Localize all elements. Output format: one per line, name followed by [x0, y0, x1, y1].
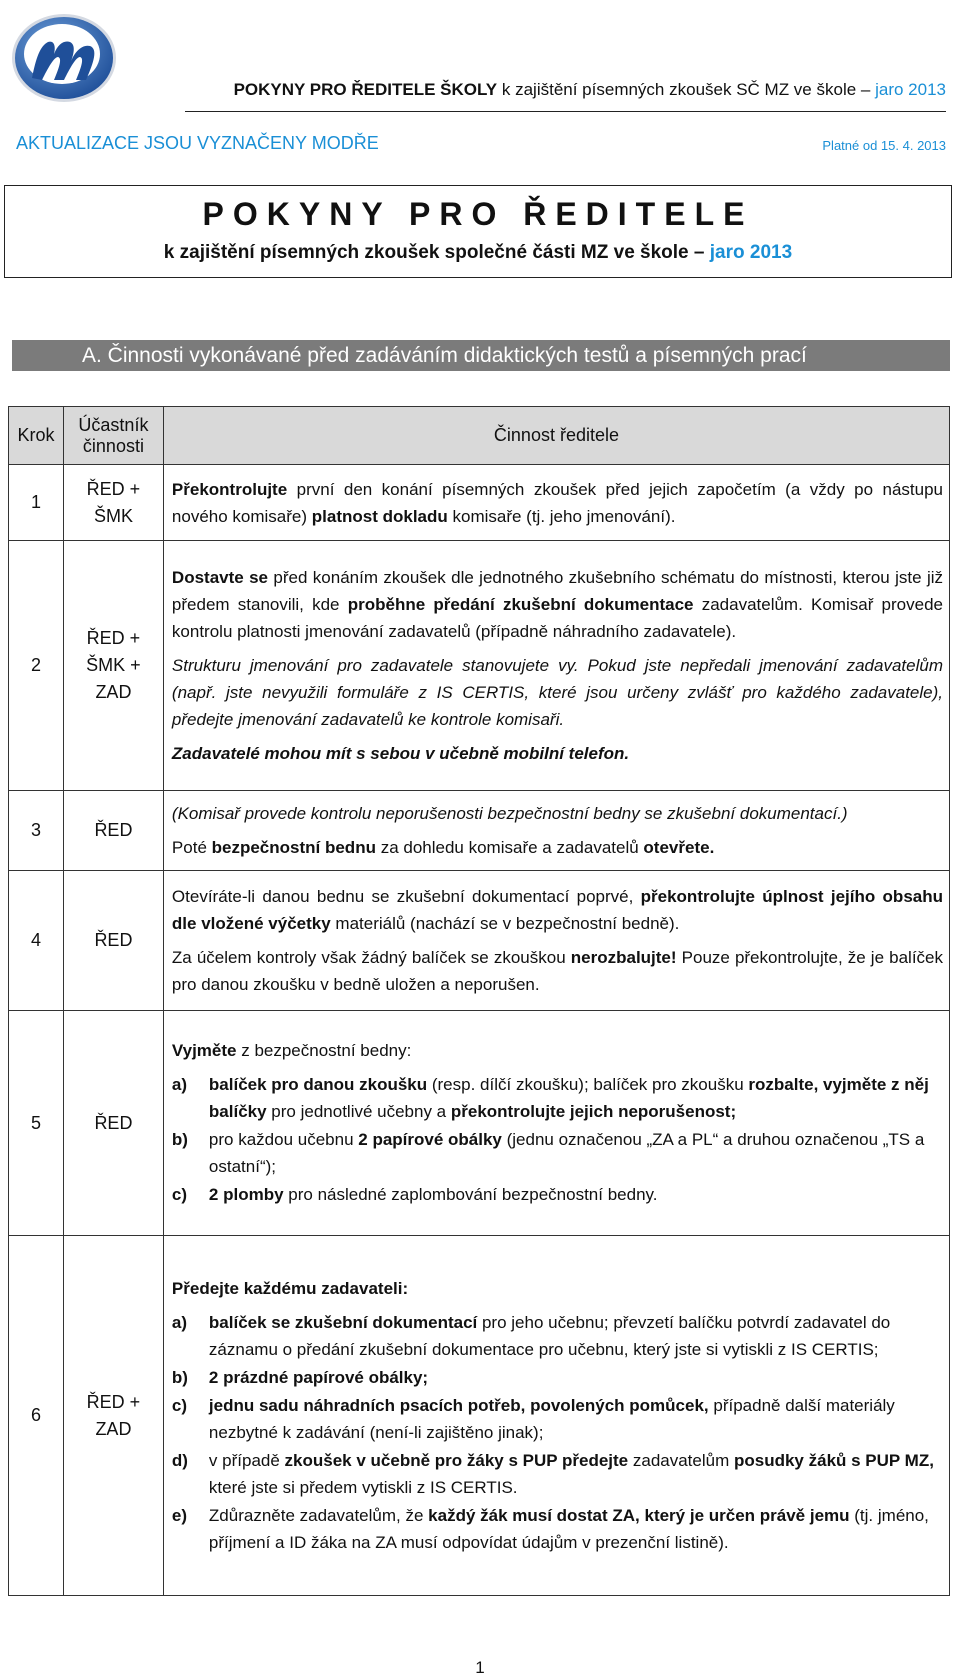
- step-number: 1: [9, 465, 64, 541]
- list-item: d) v případě zkoušek v učebně pro žáky s PUP předejte zadavatelům posudky žáků s PUP MZ, které jste si předem vytiskli z IS CERTIS.: [171, 1450, 934, 1497]
- activity-text: Vyjměte z bezpečnostní bedny: a) balíček pro danou zkoušku (resp. dílčí zkoušku); balíček pro zkoušku rozbalte, vyjměte z něj balíčky pro jednotlivé učebny a překontrolujte jejich neporušenost; b) pro každou učebnu 2 papírové obálky (jednu označenou „ZA a PL“ a druhou označenou „TS a ostatní“); c) 2 plomby pro následné zaplombování bezpečnostní bedny.: [163, 1011, 949, 1236]
- update-note: AKTUALIZACE JSOU VYZNAČENY MODŘE: [16, 133, 379, 153]
- page-title: POKYNY PRO ŘEDITELE: [202, 196, 754, 232]
- activity-text: Otevíráte-li danou bednu se zkušební dokumentací poprvé, překontrolujte úplnost jejího obsahu dle vložené výčetky materiálů (nachází se v bezpečnostní bedně). Za účelem kontroly však žádný balíček se zkouškou nerozbalujte! Pouze překontrolujte, že je balíček pro danou zkoušku v bedně uložen a neporušen.: [163, 871, 949, 1011]
- activity-text: Dostavte se před konáním zkoušek dle jednotného zkušebního schématu do místnosti, kterou jste již předem stanovili, kde proběhne předání zkušební dokumentace zadavatelům. Komisař provede kontrolu platnosti jmenování zadavatelů (případně náhradního zadavatele). Strukturu jmenování pro zadavatele stanovujete vy. Pokud jste nepředali jmenování zadavatelům (např. jste nevyužili formuláře z IS CERTIS, které jsou určeny zvlášť pro každého zadavatele), předejte jmenování zadavatelů ke kontrole komisaři. Zadavatelé mohou mít s sebou v učebně mobilní telefon.: [163, 541, 949, 791]
- list-item: b) pro každou učebnu 2 papírové obálky (jednu označenou „ZA a PL“ a druhou označenou „TS a ostatní“);: [171, 1130, 925, 1176]
- header-step: Krok: [9, 407, 64, 465]
- table-row: [9, 1011, 950, 1236]
- table-row: [9, 791, 950, 871]
- step-number: 5: [9, 1011, 64, 1236]
- participant: ŘED: [63, 871, 163, 1011]
- step-number: 3: [9, 791, 64, 871]
- table-row: [9, 541, 950, 791]
- header-activity: Činnost ředitele: [163, 407, 949, 465]
- header-participant: Účastník činnosti: [63, 407, 163, 465]
- activity-table: [8, 406, 950, 1596]
- step-number: 2: [9, 541, 64, 791]
- list-item: e) Zdůrazněte zadavatelům, že každý žák musí dostat ZA, který je určen právě jemu (tj. jméno, příjmení a ID žáka na ZA musí odpovídat údajům v prezenční listině).: [171, 1505, 929, 1552]
- list-item: a) balíček se zkušební dokumentací pro jeho učebnu; převzetí balíčku potvrdí zadavatel do záznamu o předání zkušební dokumentace pro učebnu, který jste si vytiskli z IS CERTIS;: [171, 1312, 891, 1359]
- table-row: [9, 465, 950, 541]
- table-header-row: [9, 407, 950, 465]
- table-row: [9, 871, 950, 1011]
- activity-text: Překontrolujte první den konání písemných zkoušek před jejich započetím (a vždy po nástupu nového komisaře) platnost dokladu komisaře (tj. jeho jmenování).: [163, 465, 949, 541]
- page-number: 1: [475, 1658, 485, 1677]
- activity-text: (Komisař provede kontrolu neporušenosti bezpečnostní bedny se zkušební dokumentací.) Poté bezpečnostní bednu za dohledu komisaře a zadavatelů otevřete.: [163, 791, 949, 871]
- step-number: 6: [9, 1236, 64, 1596]
- section-heading: A. Činnosti vykonávané před zadáváním didaktických testů a písemných prací: [12, 340, 950, 371]
- participant: ŘED: [63, 1011, 163, 1236]
- m-logo: [8, 8, 126, 108]
- list-item: c) 2 plomby pro následné zaplombování bezpečnostní bedny.: [171, 1185, 658, 1204]
- title-box: [4, 185, 952, 278]
- table-row: [9, 1236, 950, 1596]
- participant: ŘED: [63, 791, 163, 871]
- participant: ŘED + ZAD: [63, 1236, 163, 1596]
- activity-text: Předejte každému zadavateli: a) balíček se zkušební dokumentací pro jeho učebnu; převzetí balíčku potvrdí zadavatel do záznamu o předání zkušební dokumentace pro učebnu, který jste si vytiskli z IS CERTIS; b) 2 prázdné papírové obálky; c) jednu sadu náhradních psacích potřeb, povolených pomůcek, případně další materiály nezbytné k zadávání (není-li zajištěno jinak); d) v případě zkoušek v učebně pro žáky s PUP předejte zadavatelům posudky žáků s PUP MZ, které jste si předem vytiskli z IS CERTIS. e) Zdůrazněte zadavatelům, že každý žák musí dostat ZA, který je určen právě jemu (tj. jméno, příjmení a ID žáka na ZA musí odpovídat údajům v prezenční listině).: [163, 1236, 949, 1596]
- list-item: b) 2 prázdné papírové obálky;: [171, 1367, 429, 1387]
- step-number: 4: [9, 871, 64, 1011]
- participant: ŘED + ŠMK: [63, 465, 163, 541]
- header-title: POKYNY PRO ŘEDITELE ŠKOLY k zajištění písemných zkoušek SČ MZ ve škole – jaro 2013: [233, 80, 946, 99]
- list-item: c) jednu sadu náhradních psacích potřeb, povolených pomůcek, případně další materiály nezbytné k zadávání (není-li zajištěno jinak);: [171, 1395, 895, 1442]
- header-rule: [185, 111, 946, 112]
- page-subtitle: k zajištění písemných zkoušek společné části MZ ve škole – jaro 2013: [163, 242, 793, 263]
- participant: ŘED + ŠMK + ZAD: [63, 541, 163, 791]
- list-item: a) balíček pro danou zkoušku (resp. dílčí zkoušku); balíček pro zkoušku rozbalte, vyjměte z něj balíčky pro jednotlivé učebny a překontrolujte jejich neporušenost;: [171, 1075, 929, 1121]
- valid-from: Platné od 15. 4. 2013: [822, 138, 946, 153]
